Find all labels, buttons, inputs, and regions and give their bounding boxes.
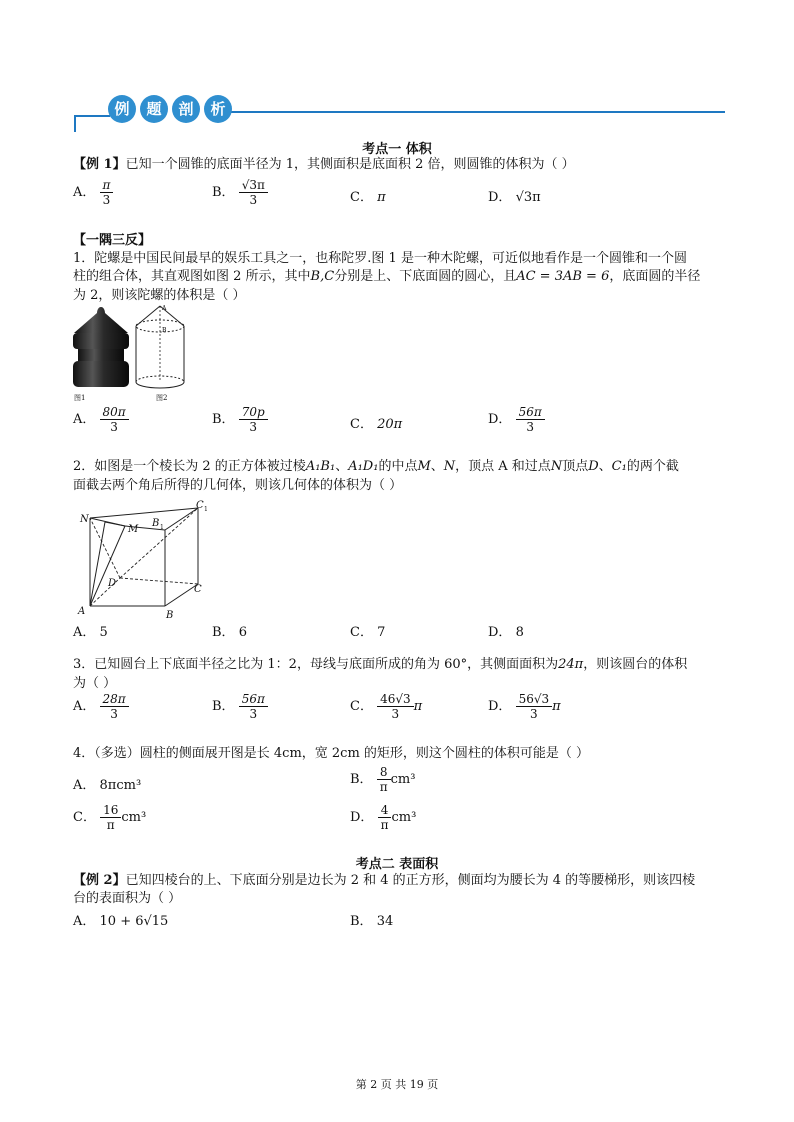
q2-line-2: 面截去两个角后所得的几何体，则该几何体的体积为（ ） (73, 478, 403, 493)
ex2-option-a: A． 10 + 6√15 (73, 914, 169, 929)
cube-label-c1: C (196, 500, 204, 511)
q4-option-d: D． $\frac{4}{\pi}$ cm³ (350, 803, 417, 832)
header-char-2: 题 (140, 95, 168, 123)
cone-cylinder-diagram (132, 302, 188, 394)
q1-option-d: D． $\frac{56\pi}{3}$ (488, 405, 545, 434)
q1-option-a: A． $\frac{80\pi}{3}$ (73, 405, 129, 434)
q1-line-1: 1．陀螺是中国民间最早的娱乐工具之一，也称陀罗.图 1 是一种木陀螺，可近似地看作是一个圆锥和一个圆 (73, 251, 687, 266)
q2-option-a: A． 5 (73, 625, 108, 640)
ex1-option-a: A． $\frac{\pi}{3}$ (73, 178, 113, 207)
q3-line-1: 3．已知圆台上下底面半径之比为 1：2，母线与底面所成的角为 60°，其侧面面积为24π，则该圆台的体积 (73, 657, 688, 672)
q3-option-d: D． $\frac{56√3}{3}$ π (488, 692, 561, 721)
q4-option-b: B． $\frac{8}{\pi}$ cm³ (350, 765, 416, 794)
example-2-label: 【例 2】 (73, 873, 126, 888)
q2-line-1: 2．如图是一个棱长为 2 的正方体被过棱A₁B₁、A₁D₁的中点M、N，顶点 A 和过点N顶点D、C₁的两个截 (73, 459, 679, 474)
q4-option-c: C． $\frac{16}{\pi}$ cm³ (73, 803, 147, 832)
q4-line-1: 4．（多选）圆柱的侧面展开图是长 4cm，宽 2cm 的矩形，则这个圆柱的体积可能是（ ） (73, 746, 590, 761)
header-rule (70, 100, 730, 135)
example-1-question (73, 156, 575, 174)
q1-option-c: C． 20π (350, 417, 403, 432)
yiju-label: 【一隅三反】 (73, 233, 152, 248)
q3-option-c: C． $\frac{46√3}{3}$ π (350, 692, 423, 721)
truncated-cube-diagram (70, 496, 220, 620)
q4-option-a: A． 8πcm³ (73, 778, 142, 793)
example-1-label: 【例 1】 (73, 157, 126, 172)
section-title-volume: 考点一 体积 (362, 142, 432, 157)
q2-option-c: C． 7 (350, 625, 386, 640)
spinning-top-photo (70, 305, 132, 393)
ex2-option-b: B． 34 (350, 914, 394, 929)
example-2-line-2: 台的表面积为（ ） (73, 891, 182, 906)
ex1-option-c: C． π (350, 190, 386, 205)
q2-option-b: B． 6 (212, 625, 247, 640)
figure-2-caption: 图2 (156, 394, 168, 402)
ex1-option-b: B． $\frac{√3\pi}{3}$ (212, 178, 268, 207)
figure-1-caption: 图1 (74, 394, 86, 402)
cube-label-a: A (78, 606, 86, 617)
q3-line-2: 为（ ） (73, 676, 117, 691)
example-2-line-1: 【例 2】已知四棱台的上、下底面分别是边长为 2 和 4 的正方形，侧面均为腰长为 4 的等腰梯形，则该四棱 (73, 873, 696, 888)
q1-line-2: 柱的组合体，其直观图如图 2 所示，其中B,C分别是上、下底面圆的圆心，且AC = 3AB = 6，底面圆的半径 (73, 269, 701, 284)
q2-option-d: D． 8 (488, 625, 524, 640)
cube-label-b: B (166, 610, 174, 620)
cube-label-n: N (80, 514, 89, 525)
figure-2-point-a: A (162, 305, 167, 312)
page-footer: 第 2 页 共 19 页 (355, 1078, 439, 1091)
header-char-1: 例 (108, 95, 136, 123)
section-title-surface-area: 考点二 表面积 (355, 857, 439, 872)
q1-option-b: B． $\frac{70p}{3}$ (212, 405, 268, 434)
q3-option-b: B． $\frac{56\pi}{3}$ (212, 692, 268, 721)
cube-label-d: D (108, 578, 117, 589)
cube-label-c1-sub: 1 (204, 506, 208, 513)
ex1-option-d: D． √3π (488, 190, 541, 205)
cube-label-m: M (128, 524, 139, 535)
cube-label-b1: B (152, 518, 160, 529)
header-char-3: 剖 (172, 95, 200, 123)
cube-label-c: C (194, 584, 202, 595)
example-1-text: 已知一个圆锥的底面半径为 1，其侧面积是底面积 2 倍，则圆锥的体积为（ ） (125, 157, 575, 172)
figure-2-point-b: B (162, 327, 167, 334)
header-char-4: 析 (204, 95, 232, 123)
q3-option-a: A． $\frac{28\pi}{3}$ (73, 692, 129, 721)
q1-line-3: 为 2，则该陀螺的体积是（ ） (73, 288, 246, 303)
cube-label-b1-sub: 1 (160, 524, 164, 531)
